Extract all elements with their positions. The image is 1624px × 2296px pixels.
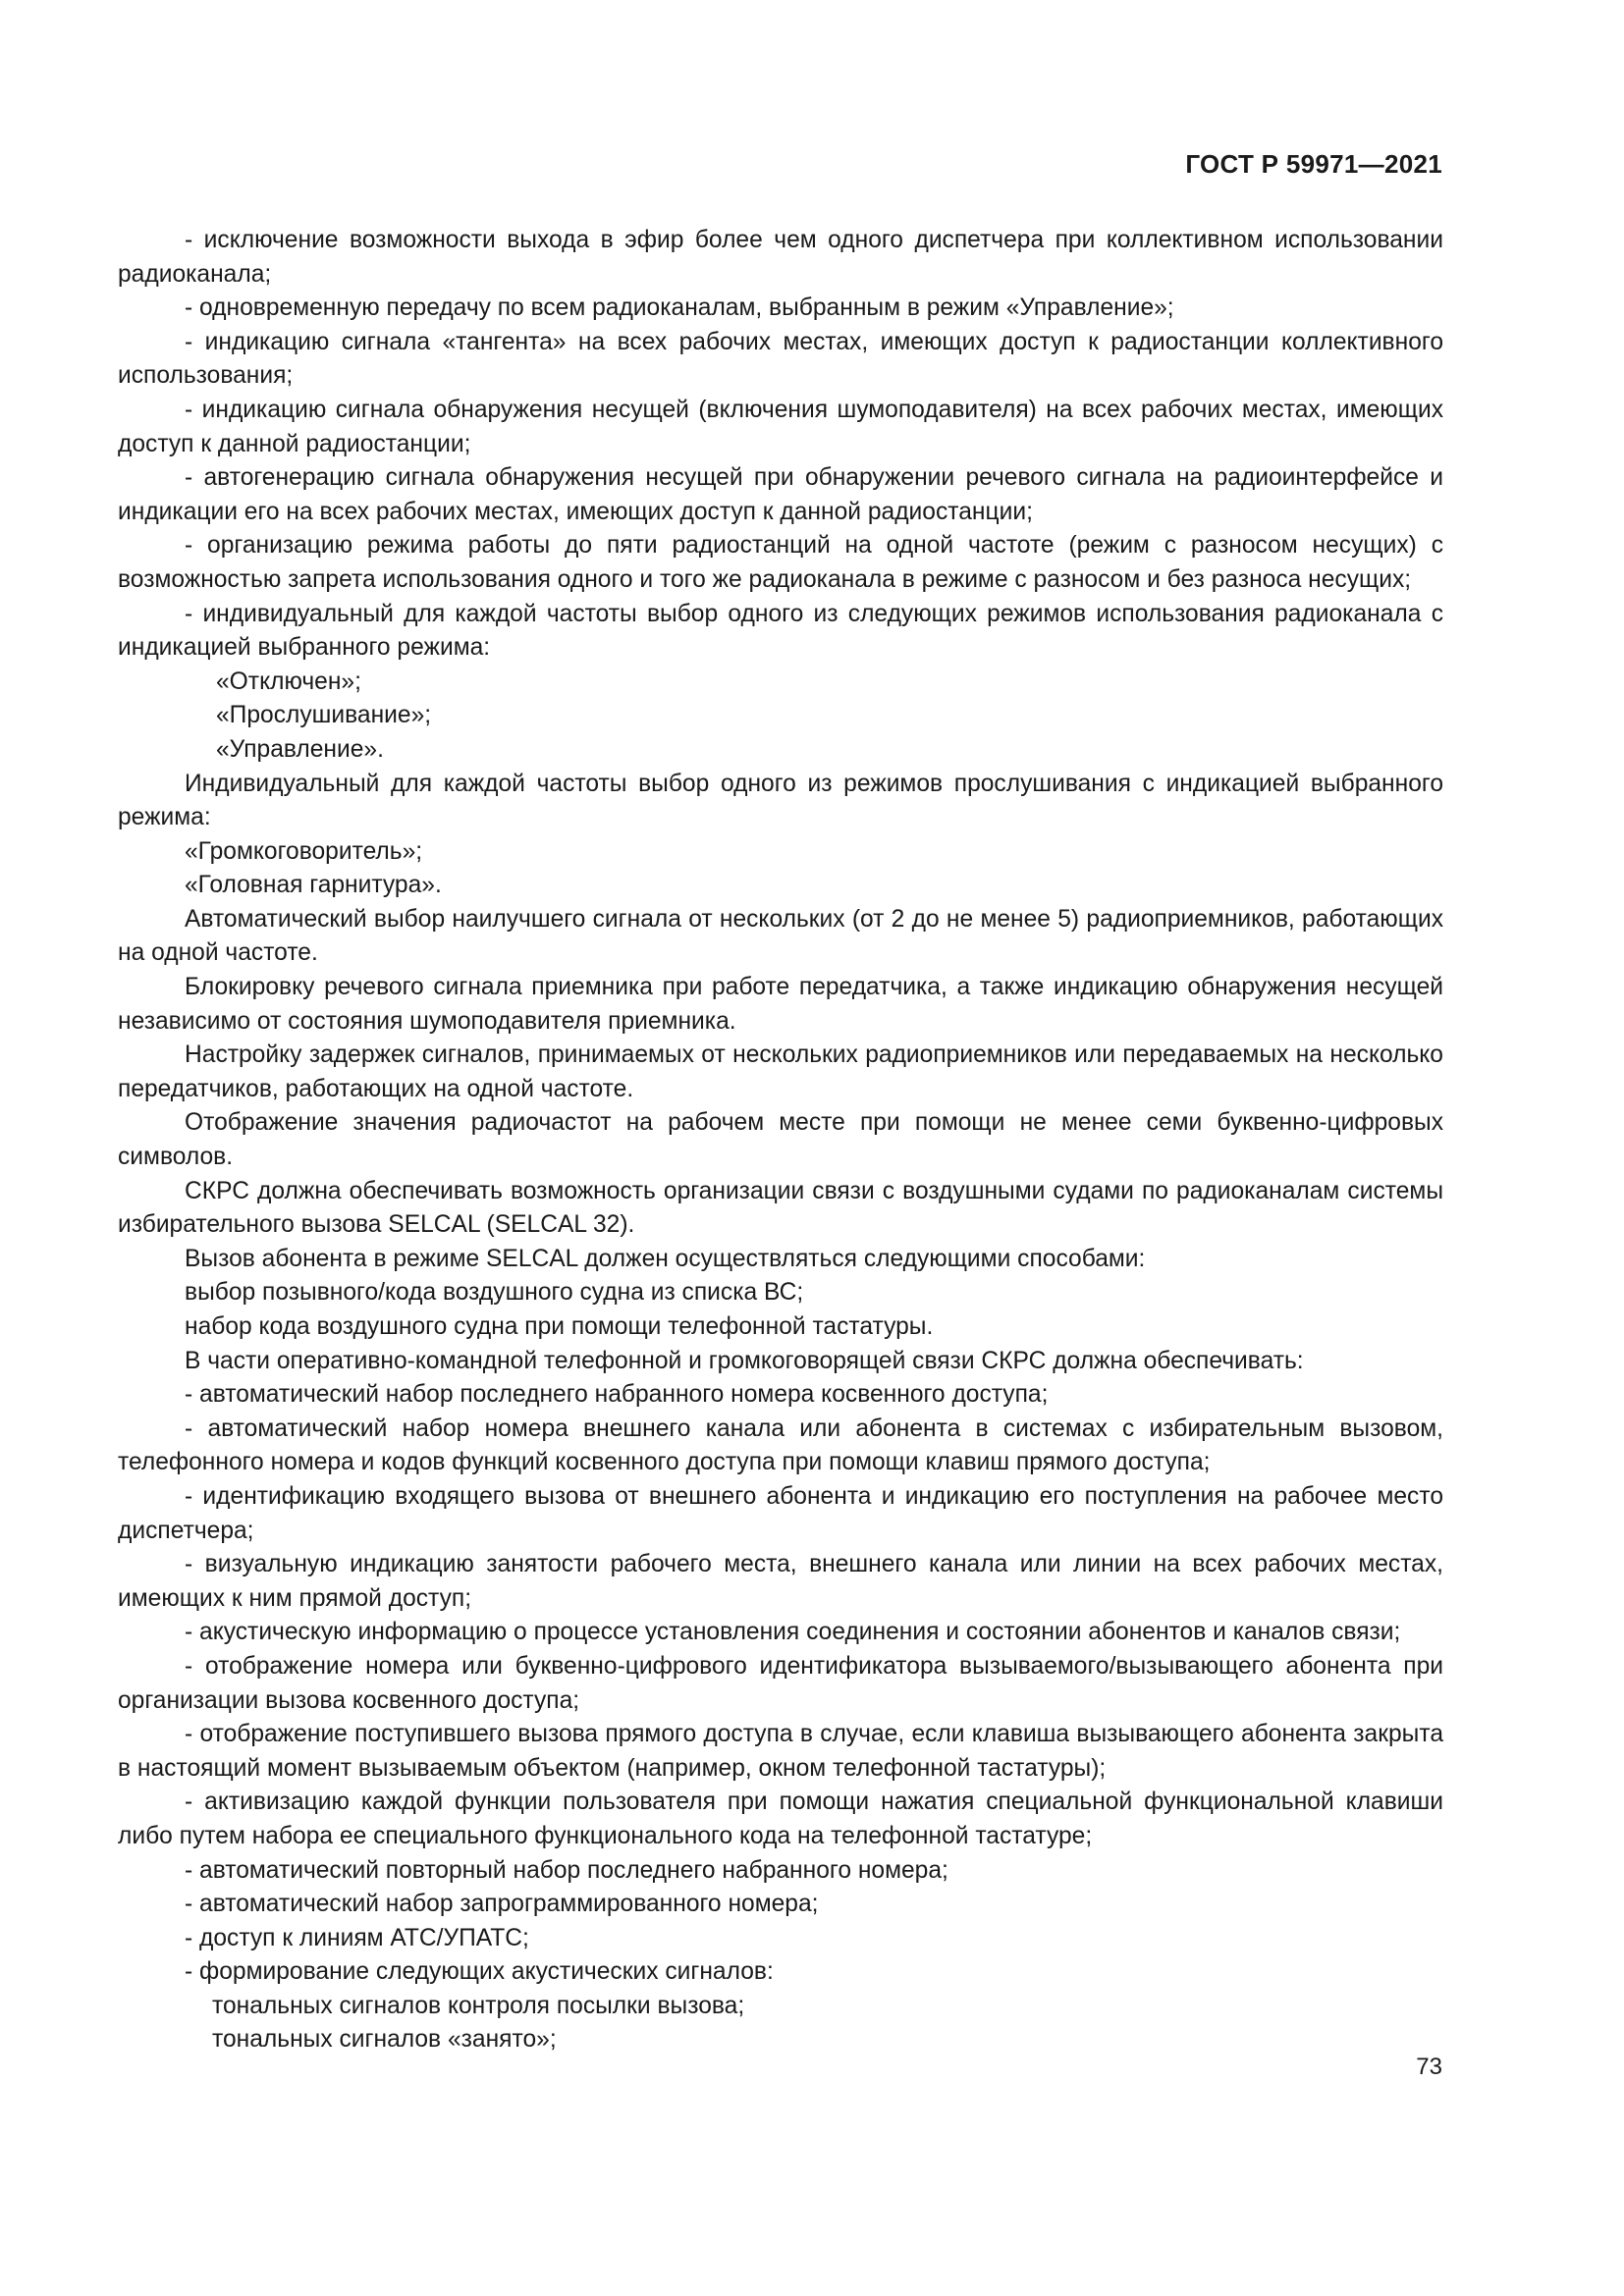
paragraph: - индикацию сигнала обнаружения несущей (включения шумоподавителя) на всех рабочих местах, имеющих доступ к данной радиостанции;: [118, 396, 1443, 457]
paragraph: В части оперативно-командной телефонной и громкоговорящей связи СКРС должна обеспечивать:: [185, 1347, 1304, 1374]
paragraph: Отображение значения радиочастот на рабочем месте при помощи не менее семи буквенно-цифровых символов.: [118, 1109, 1443, 1171]
paragraph: СКРС должна обеспечивать возможность организации связи с воздушными судами по радиоканалам системы избирательного вызова SELCAL (SELCAL 32).: [118, 1177, 1443, 1239]
paragraph: - автоматический повторный набор последнего набранного номера;: [185, 1856, 948, 1884]
paragraph: - отображение номера или буквенно-цифрового идентификатора вызываемого/вызывающего абонента при организации вызова косвенного доступа;: [118, 1652, 1443, 1714]
paragraph: - одновременную передачу по всем радиоканалам, выбранным в режим «Управление»;: [185, 294, 1174, 322]
paragraph: - активизацию каждой функции пользователя при помощи нажатия специальной функциональной клавиши либо путем набора ее специального функционального кода на телефонной тастатуре;: [118, 1789, 1443, 1849]
paragraph: - отображение поступившего вызова прямого доступа в случае, если клавиша вызывающего абонента закрыта в настоящий момент вызываемым объектом (например, окном телефонной тастатуры);: [118, 1721, 1443, 1782]
paragraph: - автоматический набор номера внешнего канала или абонента в системах с избирательным вызовом, телефонного номера и кодов функций косвенного доступа при помощи клавиш прямого доступа;: [118, 1415, 1443, 1476]
paragraph: - идентификацию входящего вызова от внешнего абонента и индикацию его поступления на рабочее место диспетчера;: [118, 1482, 1443, 1544]
paragraph: - акустическую информацию о процессе установления соединения и состоянии абонентов и каналов связи;: [185, 1619, 1401, 1646]
paragraph: Настройку задержек сигналов, принимаемых от нескольких радиоприемников или передаваемых на несколько передатчиков, работающих на одной частоте.: [118, 1041, 1443, 1102]
paragraph: - автоматический набор последнего набранного номера косвенного доступа;: [185, 1381, 1049, 1409]
paragraph: тональных сигналов контроля посылки вызова;: [212, 1992, 745, 2019]
paragraph: - автогенерацию сигнала обнаружения несущей при обнаружении речевого сигнала на радиоинтерфейсе и индикации его на всех рабочих местах, имеющих доступ к данной радиостанции;: [118, 464, 1443, 525]
paragraph: «Головная гарнитура».: [185, 872, 442, 899]
paragraph: «Отключен»;: [216, 667, 361, 695]
paragraph: Блокировку речевого сигнала приемника при работе передатчика, а также индикацию обнаружения несущей независимо от состояния шумоподавителя приемника.: [118, 974, 1443, 1035]
paragraph: выбор позывного/кода воздушного судна из списка ВС;: [185, 1279, 804, 1307]
paragraph: - исключение возможности выхода в эфир более чем одного диспетчера при коллективном использовании радиоканала;: [118, 227, 1443, 288]
document-header: ГОСТ Р 59971—2021: [1185, 149, 1442, 179]
paragraph: - индивидуальный для каждой частоты выбор одного из следующих режимов использования радиоканала с индикацией выбранного режима:: [118, 600, 1443, 662]
paragraph: тональных сигналов «занято»;: [212, 2026, 557, 2054]
paragraph: - автоматический набор запрограммированного номера;: [185, 1891, 819, 1918]
paragraph: «Прослушивание»;: [216, 702, 432, 729]
paragraph: - визуальную индикацию занятости рабочего места, внешнего канала или линии на всех рабочих местах, имеющих к ним прямой доступ;: [118, 1551, 1443, 1612]
paragraph: «Управление».: [216, 735, 384, 763]
paragraph: - формирование следующих акустических сигналов:: [185, 1958, 774, 1986]
paragraph: - доступ к линиям АТС/УПАТС;: [185, 1924, 529, 1951]
paragraph: Автоматический выбор наилучшего сигнала от нескольких (от 2 до не менее 5) радиоприемников, работающих на одной частоте.: [118, 905, 1443, 967]
page-number: 73: [1416, 2054, 1442, 2080]
paragraph: «Громкоговоритель»;: [185, 837, 423, 865]
paragraph: Вызов абонента в режиме SELCAL должен осуществляться следующими способами:: [185, 1245, 1146, 1272]
paragraph: Индивидуальный для каждой частоты выбор одного из режимов прослушивания с индикацией выбранного режима:: [118, 770, 1443, 831]
paragraph: набор кода воздушного судна при помощи телефонной тастатуры.: [185, 1313, 934, 1340]
paragraph: - организацию режима работы до пяти радиостанций на одной частоте (режим с разносом несущих) с возможностью запрета использования одного и того же радиоканала в режиме с разносом и без разноса несущих;: [118, 532, 1443, 593]
body-text: [118, 224, 1443, 2057]
paragraph: - индикацию сигнала «тангента» на всех рабочих местах, имеющих доступ к радиостанции коллективного использования;: [118, 328, 1443, 390]
